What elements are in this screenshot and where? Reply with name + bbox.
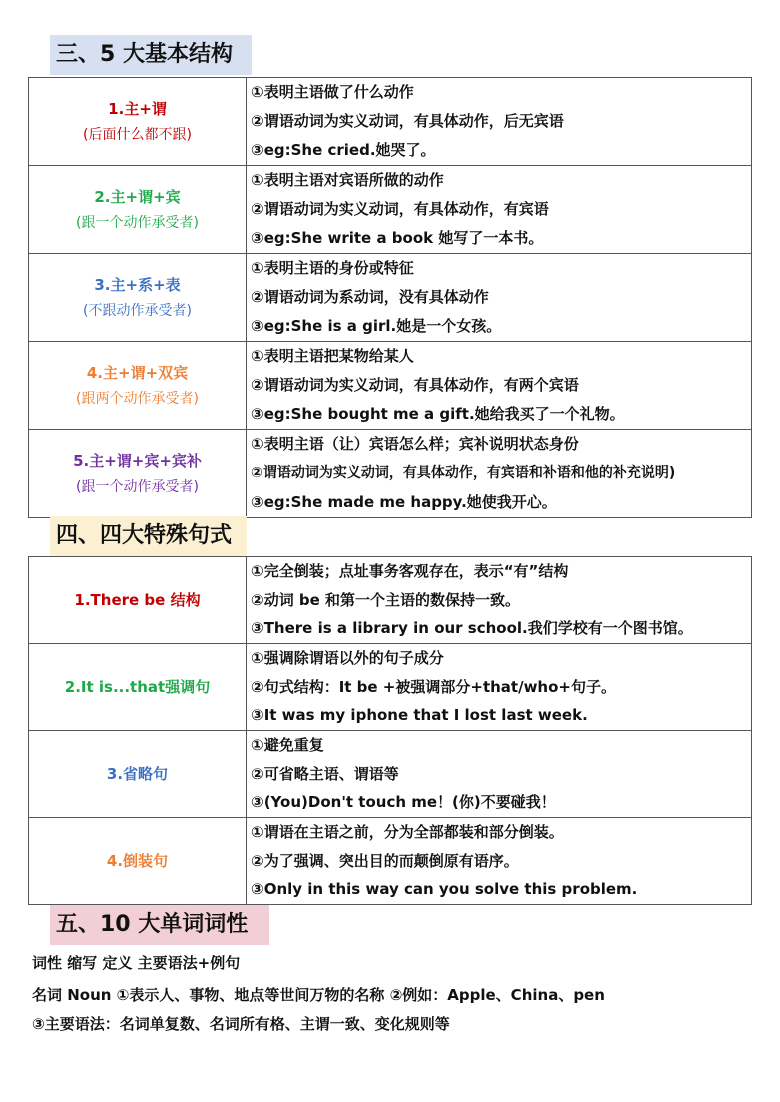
basic-structures-table bbox=[28, 77, 752, 518]
section4-heading: 四、四大特殊句式 bbox=[50, 516, 247, 556]
row-desc-cell bbox=[247, 818, 752, 905]
table-row bbox=[29, 166, 752, 254]
table-row bbox=[29, 78, 752, 166]
table-row bbox=[29, 430, 752, 518]
desc-line: ③eg:She made me happy.她使我开心。 bbox=[251, 493, 557, 511]
row-label-cell bbox=[29, 557, 247, 644]
table-row bbox=[29, 557, 752, 644]
section5-heading: 五、10 大单词词性 bbox=[50, 905, 269, 945]
row-subtitle: (跟一个动作承受者) bbox=[76, 478, 199, 495]
row-title: 1.主+谓 bbox=[108, 99, 167, 118]
row-label-cell bbox=[29, 731, 247, 818]
desc-line: ②可省略主语、谓语等 bbox=[251, 764, 399, 783]
table-row bbox=[29, 731, 752, 818]
desc-line: ③eg:She write a book 她写了一本书。 bbox=[251, 229, 544, 247]
row-subtitle: (后面什么都不跟) bbox=[83, 126, 192, 143]
desc-line: ③It was my iphone that I lost last week. bbox=[251, 706, 588, 725]
row-subtitle: (跟两个动作承受者) bbox=[76, 390, 199, 407]
row-title: 4.倒装句 bbox=[106, 852, 169, 870]
row-label-cell bbox=[29, 166, 247, 254]
row-desc-cell bbox=[247, 254, 752, 342]
table-row bbox=[29, 254, 752, 342]
row-desc-cell bbox=[247, 557, 752, 644]
desc-line: ③(You)Don't touch me！(你)不要碰我！ bbox=[251, 793, 556, 812]
desc-line: ③Only in this way can you solve this problem. bbox=[251, 880, 638, 899]
row-desc-cell bbox=[247, 430, 752, 518]
desc-line: ①表明主语做了什么动作 bbox=[251, 83, 414, 101]
desc-line: ①表明主语（让）宾语怎么样；宾补说明状态身份 bbox=[251, 435, 579, 453]
row-desc-cell bbox=[247, 78, 752, 166]
desc-line: ③eg:She cried.她哭了。 bbox=[251, 141, 436, 159]
row-title: 2.It is...that强调句 bbox=[64, 678, 211, 696]
section3-heading: 三、5 大基本结构 bbox=[50, 35, 252, 75]
row-title: 3.主+系+表 bbox=[94, 275, 181, 294]
row-label-cell bbox=[29, 78, 247, 166]
row-desc-cell bbox=[247, 644, 752, 731]
row-subtitle: (不跟动作承受者) bbox=[83, 302, 192, 319]
desc-line: ②谓语动词为系动词，没有具体动作 bbox=[251, 288, 489, 306]
row-label-cell bbox=[29, 644, 247, 731]
noun-grammar-line: ③主要语法：名词单复数、名词所有格、主谓一致、变化规则等 bbox=[32, 1015, 450, 1033]
row-label-cell bbox=[29, 818, 247, 905]
row-title: 3.省略句 bbox=[106, 765, 169, 783]
desc-line: ②为了强调、突出目的而颠倒原有语序。 bbox=[251, 851, 519, 870]
desc-line: ①谓语在主语之前，分为全部都装和部分倒装。 bbox=[251, 823, 564, 842]
desc-line: ③eg:She bought me a gift.她给我买了一个礼物。 bbox=[251, 405, 625, 423]
row-label-cell bbox=[29, 254, 247, 342]
desc-line: ①表明主语把某物给某人 bbox=[251, 347, 414, 365]
row-title: 4.主+谓+双宾 bbox=[86, 363, 189, 382]
desc-line: ③eg:She is a girl.她是一个女孩。 bbox=[251, 317, 502, 335]
desc-line: ③There is a library in our school.我们学校有一个图书馆。 bbox=[251, 619, 693, 638]
desc-line: ①强调除谓语以外的句子成分 bbox=[251, 649, 444, 668]
row-title: 5.主+谓+宾+宾补 bbox=[73, 451, 202, 470]
row-desc-cell bbox=[247, 342, 752, 430]
desc-line: ②动词 be 和第一个主语的数保持一致。 bbox=[251, 590, 521, 609]
desc-line: ②谓语动词为实义动词，有具体动作，有宾语 bbox=[251, 200, 549, 218]
row-title: 1.There be 结构 bbox=[74, 591, 201, 609]
table-row bbox=[29, 818, 752, 905]
desc-line: ①避免重复 bbox=[251, 736, 324, 755]
desc-line: ①表明主语的身份或特征 bbox=[251, 259, 414, 277]
desc-line: ①表明主语对宾语所做的动作 bbox=[251, 171, 444, 189]
table-row bbox=[29, 644, 752, 731]
pos-header-line: 词性 缩写 定义 主要语法+例句 bbox=[32, 954, 241, 972]
desc-line: ②谓语动词为实义动词，有具体动作，有宾语和补语和他的补充说明) bbox=[251, 465, 676, 481]
row-desc-cell bbox=[247, 731, 752, 818]
table-row bbox=[29, 342, 752, 430]
row-label-cell bbox=[29, 342, 247, 430]
desc-line: ②谓语动词为实义动词，有具体动作，有两个宾语 bbox=[251, 376, 579, 394]
noun-line: 名词 Noun ①表示人、事物、地点等世间万物的名称 ②例如：Apple、China、pen bbox=[32, 986, 605, 1004]
desc-line: ②谓语动词为实义动词，有具体动作，后无宾语 bbox=[251, 112, 564, 130]
row-desc-cell bbox=[247, 166, 752, 254]
row-title: 2.主+谓+宾 bbox=[94, 187, 181, 206]
row-label-cell bbox=[29, 430, 247, 518]
desc-line: ①完全倒装；点址事务客观存在，表示“有”结构 bbox=[251, 562, 569, 581]
special-sentences-table bbox=[28, 556, 752, 905]
desc-line: ②句式结构：It be +被强调部分+that/who+句子。 bbox=[251, 677, 616, 696]
row-subtitle: (跟一个动作承受者) bbox=[76, 214, 199, 231]
